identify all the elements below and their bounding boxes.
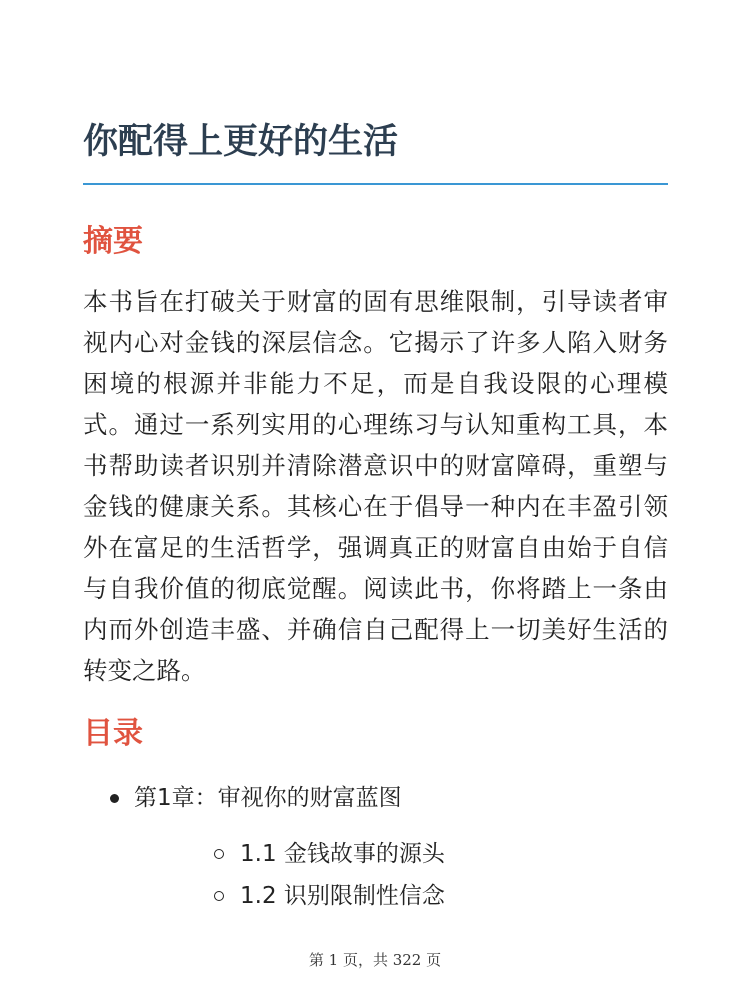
summary-heading: 摘要 bbox=[83, 224, 143, 259]
toc-section-1-2 bbox=[134, 876, 445, 916]
page-number-footer: 第 1 页，共 322 页 bbox=[308, 951, 442, 969]
toc-section-label: 1.1 金钱故事的源头 bbox=[240, 841, 445, 867]
toc-chapter-1 bbox=[83, 778, 445, 916]
bullet-disc-icon bbox=[110, 794, 119, 803]
bullet-circle-icon bbox=[214, 891, 224, 901]
toc-section-list bbox=[134, 834, 445, 916]
toc-list bbox=[83, 778, 445, 918]
toc-section-1-1 bbox=[134, 834, 445, 874]
toc-section-label: 1.2 识别限制性信念 bbox=[240, 883, 445, 909]
book-title: 你配得上更好的生活 bbox=[83, 122, 399, 162]
summary-paragraph: 本书旨在打破关于财富的固有思维限制，引导读者审视内心对金钱的深层信念。它揭示了许多人陷入财务困境的根源并非能力不足，而是自我设限的心理模式。通过一系列实用的心理练习与认知重构工具，本书帮助读者识别并清除潜意识中的财富障碍，重塑与金钱的健康关系。其核心在于倡导一种内在丰盈引领外在富足的生活哲学，强调真正的财富自由始于自信与自我价值的彻底觉醒。阅读此书，你将踏上一条由内而外创造丰盛、并确信自己配得上一切美好生活的转变之路。 bbox=[83, 287, 668, 685]
toc-chapter-label: 第1章：审视你的财富蓝图 bbox=[134, 785, 402, 811]
title-divider bbox=[83, 183, 668, 185]
document-page bbox=[83, 0, 668, 1000]
toc-heading: 目录 bbox=[83, 716, 143, 751]
bullet-circle-icon bbox=[214, 849, 224, 859]
